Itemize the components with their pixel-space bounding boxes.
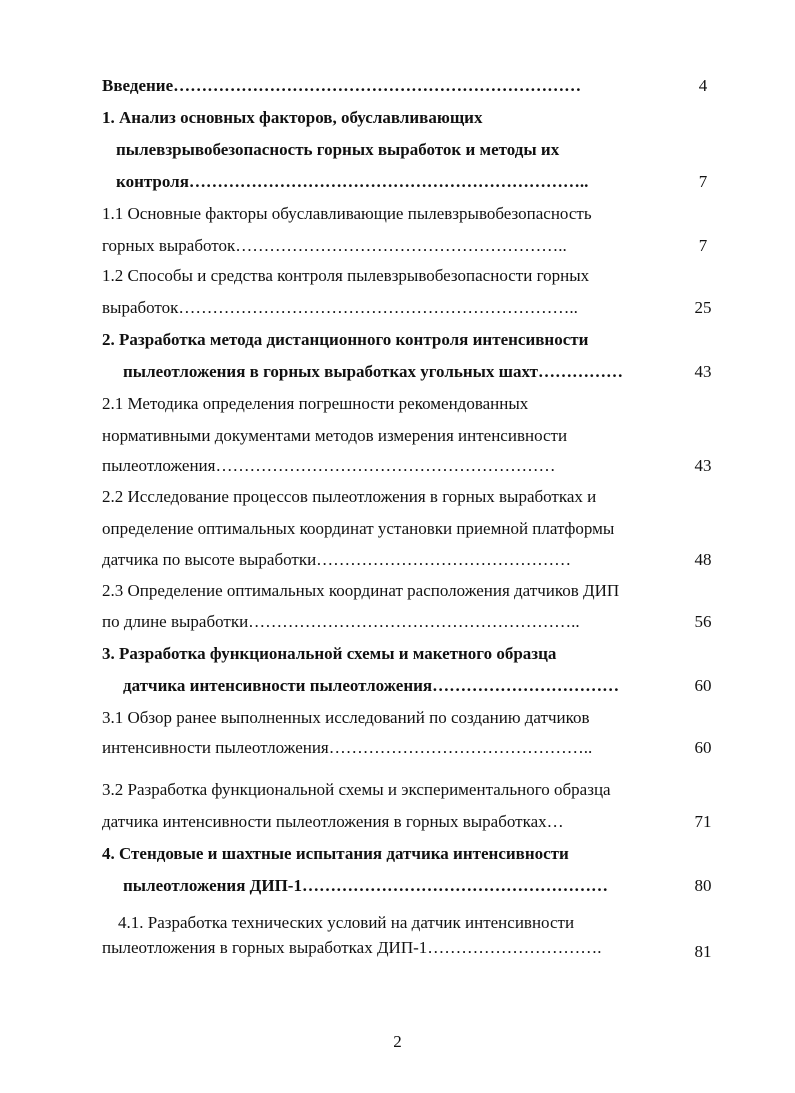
toc-entry-ch3-line-2: датчика интенсивности пылеотложения…………………………… [123, 676, 620, 695]
toc-entry-2-2-line-3: датчика по высоте выработки……………………………………… [102, 550, 572, 569]
toc-page-ch2: 43 [694, 362, 712, 381]
toc-entry-4-1-line-2: пылеотложения в горных выработках ДИП-1…………………………. [102, 938, 602, 957]
toc-entry-ch1-line-3: контроля…………………………………………………………….. [116, 172, 589, 191]
toc-entry-3-2-line-1: 3.2 Разработка функциональной схемы и экспериментального образца [102, 780, 611, 799]
toc-page-1-1: 7 [698, 236, 708, 255]
toc-entry-3-1-line-1: 3.1 Обзор ранее выполненных исследований по созданию датчиков [102, 708, 590, 727]
toc-entry-ch2-line-2: пылеотложения в горных выработках угольных шахт…………… [123, 362, 623, 381]
toc-entry-1-2-line-2: выработок…………………………………………………………….. [102, 298, 578, 317]
toc-page-3-2: 71 [694, 812, 712, 831]
toc-entry-ch3-line-1: 3. Разработка функциональной схемы и макетного образца [102, 644, 557, 663]
toc-entry-1-1-line-2: горных выработок………………………………………………….. [102, 236, 567, 255]
toc-entry-2-2-line-1: 2.2 Исследование процессов пылеотложения в горных выработках и [102, 487, 597, 506]
toc-entry-intro-line-1: Введение……………………………………………………………… [102, 76, 582, 95]
toc-entry-ch1-line-1: 1. Анализ основных факторов, обуславливающих [102, 108, 483, 127]
toc-entry-2-1-line-2: нормативными документами методов измерения интенсивности [102, 426, 568, 445]
toc-page-ch3: 60 [694, 676, 712, 695]
toc-page-2-3: 56 [694, 612, 712, 631]
toc-entry-ch2-line-1: 2. Разработка метода дистанционного контроля интенсивности [102, 330, 589, 349]
toc-entry-2-3-line-1: 2.3 Определение оптимальных координат расположения датчиков ДИП [102, 581, 620, 600]
toc-entry-ch4-line-1: 4. Стендовые и шахтные испытания датчика интенсивности [102, 844, 569, 863]
toc-entry-1-2-line-1: 1.2 Способы и средства контроля пылевзрывобезопасности горных [102, 266, 590, 285]
toc-entry-ch4-line-2: пылеотложения ДИП-1……………………………………………… [123, 876, 608, 895]
toc-page-ch1: 7 [698, 172, 708, 191]
toc-entry-2-1-line-3: пылеотложения…………………………………………………… [102, 456, 556, 475]
page-number: 2 [393, 1032, 402, 1051]
toc-page-2-1: 43 [694, 456, 712, 475]
toc-page-2-2: 48 [694, 550, 712, 569]
toc-page-1-2: 25 [694, 298, 712, 317]
toc-entry-2-2-line-2: определение оптимальных координат установки приемной платформы [102, 519, 615, 538]
toc-entry-2-3-line-2: по длине выработки………………………………………………….. [102, 612, 580, 631]
toc-entry-3-1-line-2: интенсивности пылеотложения……………………………………….. [102, 738, 593, 757]
toc-entry-4-1-line-1: 4.1. Разработка технических условий на датчик интенсивности [118, 913, 575, 932]
toc-entry-1-1-line-1: 1.1 Основные факторы обуславливающие пылевзрывобезопасность [102, 204, 592, 223]
toc-page-3-1: 60 [694, 738, 712, 757]
toc-entry-3-2-line-2: датчика интенсивности пылеотложения в горных выработках… [102, 812, 564, 831]
toc-entry-2-1-line-1: 2.1 Методика определения погрешности рекомендованных [102, 394, 529, 413]
toc-entry-ch1-line-2: пылевзрывобезопасность горных выработок и методы их [116, 140, 560, 159]
toc-page-ch4: 80 [694, 876, 712, 895]
toc-page-intro: 4 [698, 76, 708, 95]
toc-page-4-1: 81 [694, 942, 712, 961]
